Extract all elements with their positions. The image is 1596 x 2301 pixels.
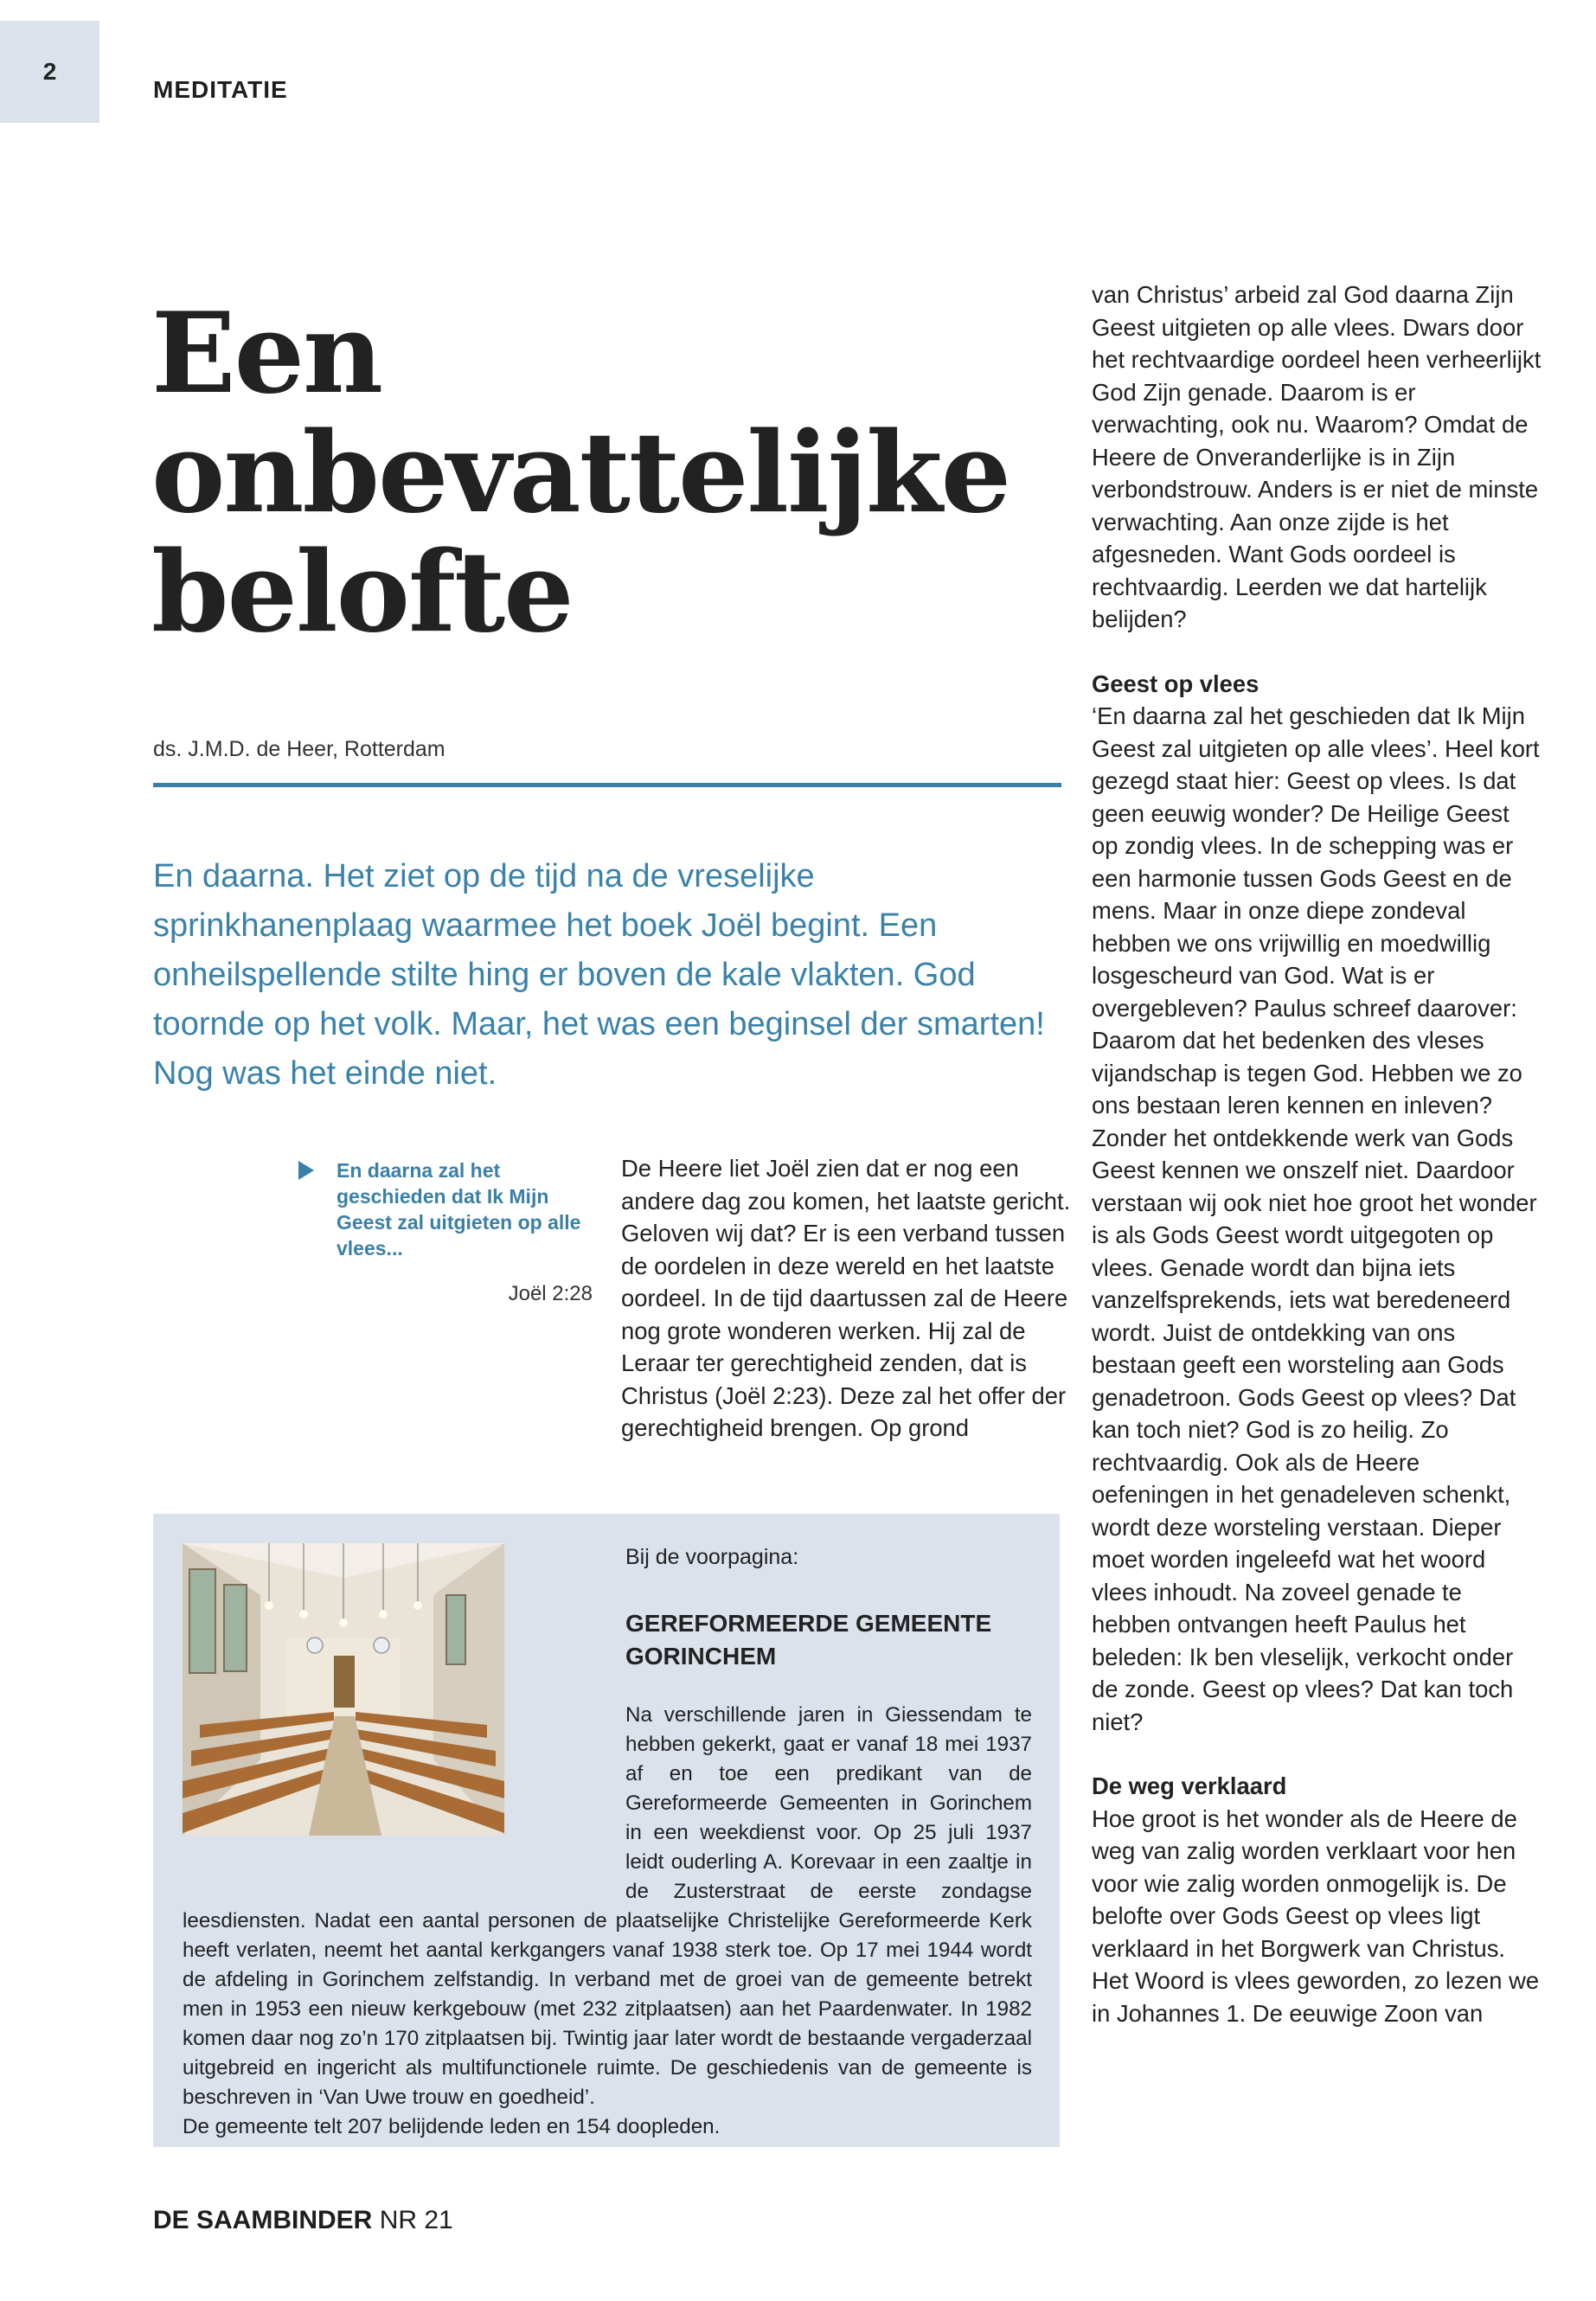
footer [153,2206,453,2235]
article-title [151,289,1068,657]
infobox-heading: GEREFORMEERDE GEMEENTE GORINCHEM [625,1610,992,1670]
body-paragraph-geest: ‘En daarna zal het geschieden dat Ik Mijn Geest zal uitgieten op alle vlees’. Heel kort gezegd staat hier: Geest op vlees. Is dat geen eeuwig wonder? De Heilige Geest op zondig vlees. In de schepping was er een harmonie tussen Gods Geest en de mens. Maar in onze diepe zondeval hebben we ons vrijwillig en moedwillig losgescheurd van God. Wat is er overgebleven? Paulus schreef daarover: Daarom dat het bedenken des vleses vijandschap is tegen God. Hebben we zo ons bestaan leren kennen en inleven? Zonder het ontdekkende werk van Gods Geest kennen we onszelf niet. Daardoor verstaan wij ook niet hoe groot het wonder is als Gods Geest wordt uitgegoten op vlees. Genade wordt dan bijna iets vanzelfsprekends, iets wat beredeneerd wordt. Juist de ontdekking van ons bestaan geeft een worsteling aan Gods genadetroon. Gods Geest op vlees? Dat kan toch niet? God is zo heilig. Zo rechtvaardig. Ook als de Heere oefeningen in het genadeleven schenkt, wordt deze worsteling verstaan. Dieper moet worden ingeleefd wat het woord vlees inhoudt. Na zoveel genade te hebben ontvangen heeft Paulus het beleden: Ik ben vleselijk, verkocht onder de zonde. Geest op vlees? Dat kan toch niet? [1092,702,1540,1735]
issue-number: NR 21 [379,2206,453,2234]
lead-paragraph: En daarna. Het ziet op de tijd na de vreselijke sprinkhanenplaag waarmee het boek Joël begint. Een onheilspellende stilte hing er boven de kale vlakten. God toornde op het volk. Maar, het was een beginsel der smarten! Nog was het einde niet. [153,858,1045,1092]
page-number: 2 [42,58,57,85]
infobox-text [183,1701,1032,2142]
magazine-name: DE SAAMBINDER [153,2206,373,2234]
author-byline: ds. J.M.D. de Heer, Rotterdam [153,737,445,761]
body-paragraph: De Heere liet Joël zien dat er nog een andere dag zou komen, het laatste gericht. Geloven wij dat? Er is een verband tussen de oordelen in deze wereld en het laatste oordeel. In de tijd daartussen zal de Heere nog grote wonderen werken. Hij zal de Leraar ter gerechtigheid zenden, dat is Christus (Joël 2:23). Deze zal het offer der gerechtigheid brengen. Op grond [621,1155,1071,1441]
infobox-history: Na verschillende jaren in Giessendam te hebben gekerkt, gaat er vanaf 18 mei 1937 af en toe een predikant van de Gereformeerde Gemeenten in Gorinchem in een weekdienst voor. Op 25 juli 1937 leidt ouderling A. Korevaar in een zaaltje in de Zusterstraat de eerste zondagse leesdiensten. Nadat een aantal personen de plaatselijke Christelijke Gereformeerde Kerk heeft verlaten, neemt het aantal kerkgangers vanaf 1938 sterk toe. Op 17 mei 1944 wordt de afdeling in Gorinchem zelfstandig. In verband met de groei van de gemeente betrekt men in 1953 een nieuw kerkgebouw (met 232 zitplaatsen) aan het Paardenwater. In 1982 komen daar nog zo’n 170 zitplaatsen bij. Twintig jaar later wordt de bestaande vergaderzaal uitgebreid en ingericht als multifunctionele ruimte. De geschiedenis van de gemeente is beschreven in ‘Van Uwe trouw en goedheid’. [183,1703,1032,2109]
title-line-3: belofte [151,528,573,657]
front-page-infobox [153,1514,1060,2147]
body-column-3 [1092,279,1542,2029]
triangle-arrow-icon [298,1161,314,1180]
title-line-1: Een [151,289,382,419]
divider-rule [153,783,1061,787]
subheading-geest-op-vlees: Geest op vlees [1092,670,1259,697]
page-number-tab [0,21,99,123]
title-line-2: onbevattelijke [151,408,1010,538]
body-paragraph-intro: van Christus’ arbeid zal God daarna Zijn Geest uitgieten op alle vlees. Dwars door het rechtvaardige oordeel heen verheerlijkt God Zijn genade. Daarom is er verwachting, ook nu. Waarom? Omdat de Heere de Onveranderlijke is in Zijn verbondstrouw. Anders is er niet de minste verwachting. Aan onze zijde is het afgesneden. Want Gods oordeel is rechtvaardig. Leerden we dat hartelijk belijden? [1092,281,1542,632]
section-label: MEDITATIE [153,76,288,103]
subheading-de-weg-verklaard: De weg verklaard [1092,1772,1287,1799]
body-paragraph-weg: Hoe groot is het wonder als de Heere de weg van zalig worden verklaart voor hen voor wie zalig worden onmogelijk is. De belofte over Gods Geest op vlees ligt verklaard in het Borgwerk van Christus. Het Woord is vlees geworden, zo lezen we in Johannes 1. De eeuwige Zoon van [1092,1804,1540,2027]
infobox-members: De gemeente telt 207 belijdende leden en 154 doopleden. [183,2115,721,2138]
infobox-label: Bij de voorpagina: [625,1545,799,1569]
quote-reference: Joël 2:28 [508,1282,593,1305]
pull-quote [298,1157,593,1306]
body-column-2 [621,1152,1071,1445]
quote-text: En daarna zal het geschieden dat Ik Mijn Geest zal uitgieten op alle vlees... [337,1159,581,1259]
